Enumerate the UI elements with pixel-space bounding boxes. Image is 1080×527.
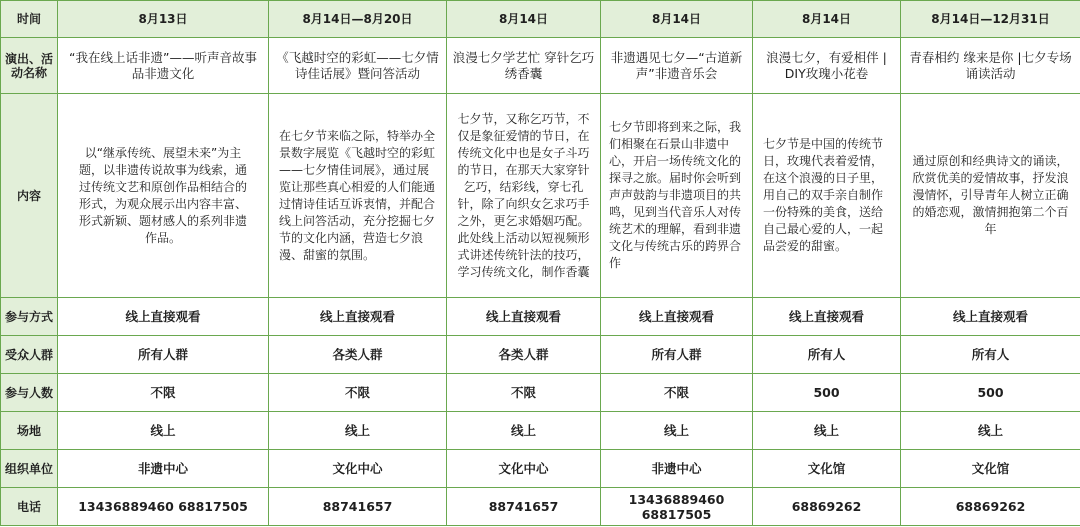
table-cell: 线上直接观看: [753, 298, 901, 336]
table-cell: 七夕节是中国的传统节日，玫瑰代表着爱情，在这个浪漫的日子里，用自己的双手亲自制作一份特殊的美食，送给自己最心爱的人，一起品尝爱的甜蜜。: [753, 94, 901, 298]
table-cell: 所有人: [901, 336, 1080, 374]
table-cell: 以“继承传统、展望未来”为主题，以非遗传说故事为线索，通过传统文艺和原创作品相结合的形式，为观众展示出内容丰富、形式新颖、题材感人的系列非遗作品。: [58, 94, 269, 298]
table-cell: 浪漫七夕，有爱相伴 | DIY玫瑰小花卷: [753, 38, 901, 94]
table-cell: 非遗中心: [58, 450, 269, 488]
table-row: [1, 38, 1080, 94]
table-cell: 在七夕节来临之际，特举办全景数字展览《飞越时空的彩虹——七夕情佳词展》，通过展览让那些真心相爱的人们能通过情诗佳话互诉衷情，并配合线上问答活动，充分挖掘七夕节的文化内涵，营造七夕浪漫、甜蜜的氛围。: [269, 94, 447, 298]
table-cell: 文化馆: [901, 450, 1080, 488]
table-cell: 线上直接观看: [269, 298, 447, 336]
table-cell: 13436889460 68817505: [58, 488, 269, 526]
table-cell: 《飞越时空的彩虹——七夕情诗佳话展》暨问答活动: [269, 38, 447, 94]
table-cell: 线上: [901, 412, 1080, 450]
table-cell: 500: [753, 374, 901, 412]
table-cell: 68869262: [753, 488, 901, 526]
table-cell: 线上直接观看: [447, 298, 601, 336]
table-cell: 线上: [753, 412, 901, 450]
table-cell: 各类人群: [269, 336, 447, 374]
table-row: [1, 298, 1080, 336]
header-date: 8月14日: [447, 1, 601, 38]
table-cell: 线上: [58, 412, 269, 450]
table-cell: 文化馆: [753, 450, 901, 488]
table-cell: 所有人群: [601, 336, 753, 374]
header-date: 8月14日—12月31日: [901, 1, 1080, 38]
table-cell: 13436889460 68817505: [601, 488, 753, 526]
table-cell: 68869262: [901, 488, 1080, 526]
table-cell: 七夕节，又称乞巧节，不仅是象征爱情的节日，在传统文化中也是女子斗巧的节日，在那天大家穿针乞巧，结彩线，穿七孔针，除了向织女乞求巧手之外，更乞求婚姻巧配。此处线上活动以短视频形式讲述传统针法的技巧，学习传统文化，制作香囊: [447, 94, 601, 298]
table-cell: 非遗中心: [601, 450, 753, 488]
table-cell: 不限: [601, 374, 753, 412]
table-cell: 不限: [58, 374, 269, 412]
table-cell: 线上: [269, 412, 447, 450]
table-cell: 非遗遇见七夕—“古道新声”非遗音乐会: [601, 38, 753, 94]
header-row: [1, 1, 1080, 38]
table-cell: 88741657: [447, 488, 601, 526]
table-cell: 所有人: [753, 336, 901, 374]
table-cell: 文化中心: [269, 450, 447, 488]
table-row: [1, 450, 1080, 488]
row-label: 参与人数: [1, 374, 58, 412]
header-date: 8月14日—8月20日: [269, 1, 447, 38]
table-row: [1, 412, 1080, 450]
table-cell: 线上直接观看: [58, 298, 269, 336]
row-label: 参与方式: [1, 298, 58, 336]
table-cell: 青春相约 缘来是你 |七夕专场诵读活动: [901, 38, 1080, 94]
table-cell: 线上: [601, 412, 753, 450]
table-cell: 通过原创和经典诗文的诵读，欣赏优美的爱情故事，抒发浪漫情怀，引导青年人树立正确的婚恋观，激情拥抱第二个百年: [901, 94, 1080, 298]
header-date: 8月14日: [601, 1, 753, 38]
table-cell: 500: [901, 374, 1080, 412]
table-cell: 文化中心: [447, 450, 601, 488]
table-cell: 七夕节即将到来之际，我们相聚在石景山非遗中心，开启一场传统文化的探寻之旅。届时你会听到声声鼓韵与非遗项目的共鸣，见到当代音乐人对传统艺术的理解，看到非遗文化与传统古乐的跨界合作: [601, 94, 753, 298]
row-label: 组织单位: [1, 450, 58, 488]
table-row: [1, 94, 1080, 298]
table-row: [1, 374, 1080, 412]
header-date: 8月14日: [753, 1, 901, 38]
table-cell: “我在线上话非遗”——听声音故事 品非遗文化: [58, 38, 269, 94]
table-cell: 各类人群: [447, 336, 601, 374]
table-row: [1, 488, 1080, 526]
table-cell: 不限: [269, 374, 447, 412]
table-cell: 线上: [447, 412, 601, 450]
row-label: 内容: [1, 94, 58, 298]
table-cell: 所有人群: [58, 336, 269, 374]
table-cell: 不限: [447, 374, 601, 412]
row-label: 场地: [1, 412, 58, 450]
table-cell: 线上直接观看: [601, 298, 753, 336]
header-label: 时间: [1, 1, 58, 38]
table-row: [1, 336, 1080, 374]
row-label: 受众人群: [1, 336, 58, 374]
table-cell: 浪漫七夕学艺忙 穿针乞巧绣香囊: [447, 38, 601, 94]
header-date: 8月13日: [58, 1, 269, 38]
row-label: 演出、活动名称: [1, 38, 58, 94]
table-cell: 线上直接观看: [901, 298, 1080, 336]
table-cell: 88741657: [269, 488, 447, 526]
row-label: 电话: [1, 488, 58, 526]
